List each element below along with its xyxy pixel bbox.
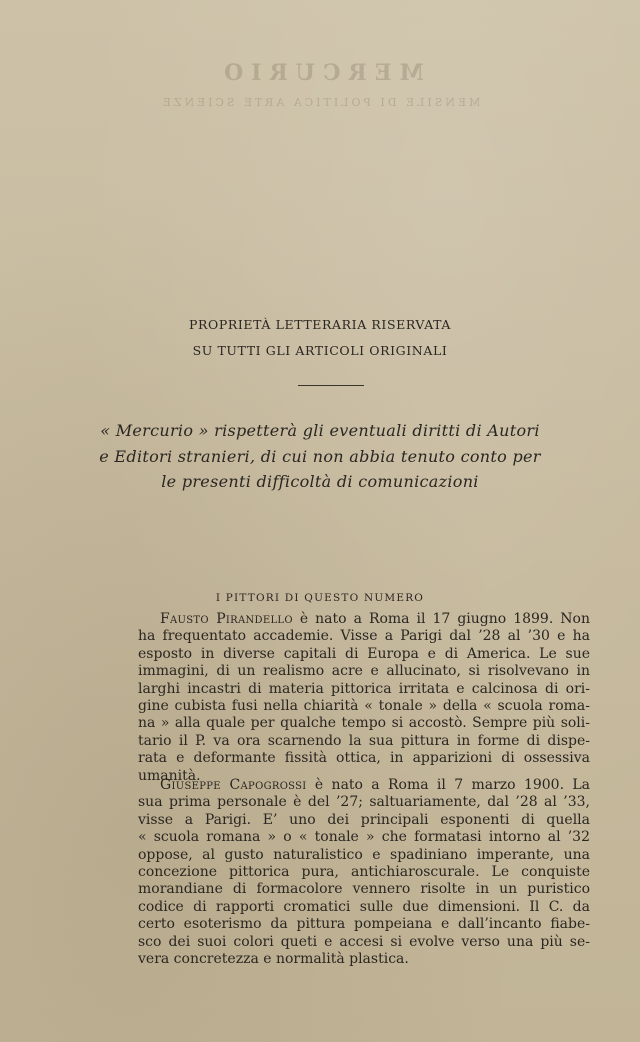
artist-name: Giuseppe Capogrossi bbox=[160, 777, 307, 793]
bio-line: na » alla quale per qualche tempo si accostò. Sempre più soli- bbox=[138, 715, 590, 732]
bio-line: concezione pittorica pura, antichiaroscurale. Le conquiste bbox=[138, 864, 590, 881]
bio-line: vera concretezza e normalità plastica. bbox=[138, 951, 409, 968]
ghost-subtitle: MENSILE DI POLITICA ARTE SCIENZE bbox=[159, 96, 481, 109]
section-heading: I PITTORI DI QUESTO NUMERO bbox=[215, 592, 425, 604]
bio-line: sco dei suoi colori queti e accesi si evolve verso una più se- bbox=[138, 933, 590, 950]
bio-line: gine cubista fusi nella chiarità « tonale » della « scuola roma- bbox=[138, 698, 590, 715]
bio-line: morandiane di formacolore vennero risolte in un puristico bbox=[138, 881, 590, 898]
notice-line-1: « Mercurio » rispetterà gli eventuali diritti di Autori bbox=[100, 421, 540, 440]
bio-line: umanità. bbox=[138, 767, 201, 784]
bio-line: immagini, di un realismo acre e allucinato, si risolvevano in bbox=[138, 663, 590, 680]
artist-bio-pirandello bbox=[138, 611, 590, 785]
copyright-line-2: SU TUTTI GLI ARTICOLI ORIGINALI bbox=[192, 343, 448, 358]
ghost-title: MERCURIO bbox=[216, 60, 424, 86]
bio-line: sua prima personale è del ’27; saltuariamente, dal ’28 al ’33, bbox=[138, 794, 590, 811]
notice-line-2: e Editori stranieri, di cui non abbia tenuto conto per bbox=[99, 446, 541, 466]
notice-line-3: le presenti difficoltà di comunicazioni bbox=[161, 472, 479, 491]
bio-line: certo esoterismo da pittura pompeiana e dall’incanto fiabe- bbox=[138, 916, 590, 933]
bio-line: codice di rapporti cromatici sulle due dimensioni. Il C. da bbox=[138, 898, 590, 915]
divider-rule bbox=[298, 385, 364, 386]
bio-line: larghi incastri di materia pittorica irritata e calcinosa di ori- bbox=[138, 680, 590, 697]
copyright-line-1: PROPRIETÀ LETTERARIA RISERVATA bbox=[188, 317, 452, 332]
bio-line: Fausto Pirandello è nato a Roma il 17 giugno 1899. Non bbox=[160, 611, 590, 627]
bio-line: Giuseppe Capogrossi è nato a Roma il 7 marzo 1900. La bbox=[160, 777, 591, 793]
bleed-through-text bbox=[0, 60, 640, 109]
artist-name: Fausto Pirandello bbox=[160, 611, 293, 627]
bio-line: visse a Parigi. E’ uno dei principali esponenti di quella bbox=[138, 811, 590, 828]
foreign-rights-notice bbox=[80, 418, 560, 495]
bio-line: ha frequentato accademie. Visse a Parigi dal ’28 al ’30 e ha bbox=[138, 628, 590, 645]
artist-bio-capogrossi bbox=[138, 777, 590, 968]
bio-line: rata e deformante fissità ottica, in apparizioni di ossessiva bbox=[138, 750, 590, 767]
bio-line: « scuola romana » o « tonale » che formatasi intorno al ’32 bbox=[138, 829, 590, 846]
bio-line: esposto in diverse capitali di Europa e di America. Le sue bbox=[138, 645, 590, 662]
copyright-notice bbox=[0, 312, 640, 364]
bio-line: oppose, al gusto naturalistico e spadiniano imperante, una bbox=[138, 846, 590, 863]
bio-line: tario il P. va ora scarnendo la sua pittura in forme di dispe- bbox=[138, 732, 590, 749]
